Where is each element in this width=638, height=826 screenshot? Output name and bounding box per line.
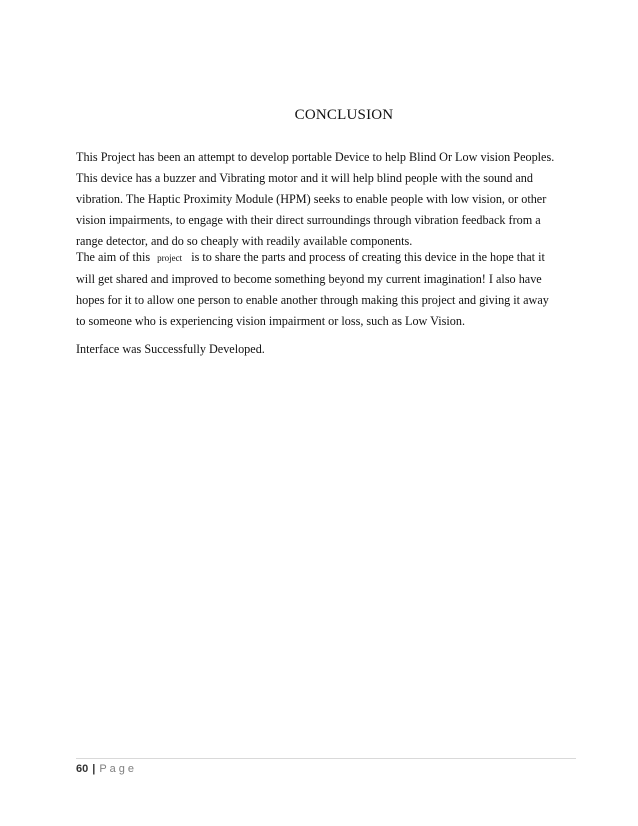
text-line: hopes for it to allow one person to enable another through making this project and giving it away bbox=[76, 293, 549, 307]
text-line: to someone who is experiencing vision impairment or loss, such as Low Vision. bbox=[76, 314, 465, 328]
text-line: range detector, and do so cheaply with readily available components. bbox=[76, 234, 413, 248]
footer-separator: | bbox=[92, 763, 96, 775]
text-line: Interface was Successfully Developed. bbox=[76, 342, 265, 356]
page-footer bbox=[76, 763, 137, 775]
text-line bbox=[76, 247, 576, 269]
page-label: Page bbox=[99, 763, 138, 775]
text-line: This device has a buzzer and Vibrating motor and it will help blind people with the sound and bbox=[76, 171, 533, 185]
text-fragment: is to share the parts and process of creating this device in the hope that it bbox=[191, 250, 545, 264]
paragraph-aim bbox=[76, 247, 576, 332]
text-line: vibration. The Haptic Proximity Module (HPM) seeks to enable people with low vision, or other bbox=[76, 192, 547, 206]
text-line: This Project has been an attempt to develop portable Device to help Blind Or Low vision Peoples. bbox=[76, 150, 555, 164]
text-fragment-small: project bbox=[157, 253, 183, 263]
page-title: CONCLUSION bbox=[294, 107, 394, 123]
paragraph-result bbox=[76, 339, 576, 360]
footer-divider bbox=[76, 758, 576, 759]
text-line: vision impairments, to engage with their direct surroundings through vibration feedback from a bbox=[76, 213, 541, 227]
paragraph-intro bbox=[76, 147, 576, 252]
page-number: 60 bbox=[76, 763, 89, 775]
text-line: will get shared and improved to become something beyond my current imagination! I also have bbox=[76, 272, 542, 286]
text-fragment: The aim of this bbox=[76, 250, 151, 264]
